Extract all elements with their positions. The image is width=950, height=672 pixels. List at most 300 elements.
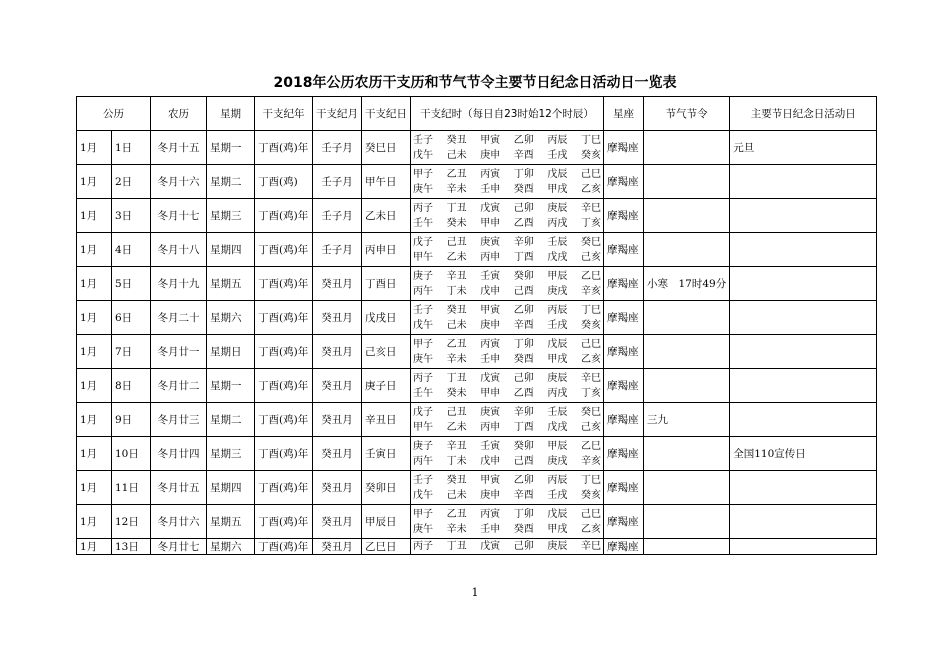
cell-ganzhi-nian: 丁酉(鸡)年 xyxy=(255,301,313,335)
ganzhi-shi-item: 丙子 xyxy=(413,541,433,552)
ganzhi-shi-item: 癸丑 xyxy=(446,474,467,486)
ganzhi-shi-item: 戊辰 xyxy=(547,338,568,350)
ganzhi-shi-item: 丁未 xyxy=(446,455,467,467)
cell-ganzhi-yue: 癸丑月 xyxy=(313,539,362,555)
cell-xingzuo: 摩羯座 xyxy=(604,233,644,267)
ganzhi-shi-item: 甲辰 xyxy=(547,440,568,452)
header-ganzhi-ri: 干支纪日 xyxy=(362,97,411,131)
ganzhi-shi-item: 己巳 xyxy=(580,508,601,520)
ganzhi-shi-line xyxy=(413,167,601,182)
ganzhi-shi-item: 癸未 xyxy=(446,387,467,399)
cell-day: 5日 xyxy=(112,267,151,301)
cell-day: 8日 xyxy=(112,369,151,403)
ganzhi-shi-item: 癸酉 xyxy=(513,183,534,195)
cell-xingzuo: 摩羯座 xyxy=(604,301,644,335)
cell-nongli: 冬月廿二 xyxy=(151,369,207,403)
ganzhi-shi-item: 壬寅 xyxy=(480,270,501,282)
ganzhi-shi-item: 戊辰 xyxy=(547,508,568,520)
ganzhi-shi-item: 癸巳 xyxy=(580,236,601,248)
cell-xingqi: 星期一 xyxy=(207,369,255,403)
cell-ganzhi-yue: 癸丑月 xyxy=(313,505,362,539)
header-xingzuo: 星座 xyxy=(604,97,644,131)
ganzhi-shi-line xyxy=(413,507,601,522)
ganzhi-shi-item: 庚申 xyxy=(480,319,501,331)
cell-ganzhi-nian: 丁酉(鸡)年 xyxy=(255,233,313,267)
cell-jieqi xyxy=(644,539,730,555)
ganzhi-shi-item: 壬子 xyxy=(413,134,433,146)
ganzhi-shi-item: 戊子 xyxy=(413,236,433,248)
cell-month: 1月 xyxy=(77,165,112,199)
cell-ganzhi-yue: 癸丑月 xyxy=(313,335,362,369)
ganzhi-shi-item: 壬戌 xyxy=(547,489,568,501)
ganzhi-shi-item: 辛丑 xyxy=(446,270,467,282)
cell-jieqi xyxy=(644,369,730,403)
cell-jieri xyxy=(730,471,877,505)
ganzhi-shi-item: 己卯 xyxy=(513,372,534,384)
ganzhi-shi-item: 丁亥 xyxy=(580,387,601,399)
ganzhi-shi-item: 丙戌 xyxy=(547,217,568,229)
cell-ganzhi-ri: 癸卯日 xyxy=(362,471,411,505)
ganzhi-shi-item: 乙丑 xyxy=(446,168,467,180)
cell-ganzhi-nian: 丁酉(鸡)年 xyxy=(255,199,313,233)
ganzhi-shi-item: 辛巳 xyxy=(580,202,601,214)
cell-xingqi: 星期五 xyxy=(207,505,255,539)
cell-nongli: 冬月廿一 xyxy=(151,335,207,369)
cell-xingzuo: 摩羯座 xyxy=(604,403,644,437)
ganzhi-shi-line xyxy=(413,386,601,401)
cell-ganzhi-nian: 丁酉(鸡)年 xyxy=(255,505,313,539)
cell-jieri xyxy=(730,403,877,437)
ganzhi-shi-line xyxy=(413,284,601,299)
cell-xingzuo: 摩羯座 xyxy=(604,165,644,199)
ganzhi-shi-item: 甲子 xyxy=(413,338,433,350)
cell-month: 1月 xyxy=(77,539,112,555)
ganzhi-shi-item: 戊戌 xyxy=(547,421,568,433)
cell-ganzhi-shi xyxy=(411,335,604,369)
cell-xingqi: 星期四 xyxy=(207,471,255,505)
cell-jieri xyxy=(730,301,877,335)
ganzhi-shi-item: 甲辰 xyxy=(547,270,568,282)
cell-jieqi xyxy=(644,233,730,267)
table-row xyxy=(77,199,877,233)
ganzhi-shi-item: 辛卯 xyxy=(513,406,534,418)
cell-ganzhi-shi xyxy=(411,471,604,505)
ganzhi-shi-line xyxy=(413,439,601,454)
ganzhi-shi-item: 己亥 xyxy=(580,421,601,433)
ganzhi-shi-item: 癸丑 xyxy=(446,304,467,316)
ganzhi-shi-item: 乙未 xyxy=(446,251,467,263)
ganzhi-shi-item: 丙寅 xyxy=(480,168,501,180)
ganzhi-shi-item: 乙丑 xyxy=(446,338,467,350)
cell-ganzhi-yue: 癸丑月 xyxy=(313,267,362,301)
cell-month: 1月 xyxy=(77,267,112,301)
table-row xyxy=(77,301,877,335)
ganzhi-shi-item: 己未 xyxy=(446,489,467,501)
ganzhi-shi-item: 丁卯 xyxy=(513,508,534,520)
cell-nongli: 冬月十九 xyxy=(151,267,207,301)
ganzhi-shi-item: 己酉 xyxy=(513,455,534,467)
ganzhi-shi-item: 丁卯 xyxy=(513,338,534,350)
cell-month: 1月 xyxy=(77,369,112,403)
cell-ganzhi-shi xyxy=(411,539,604,555)
ganzhi-shi-item: 甲戌 xyxy=(547,353,568,365)
cell-ganzhi-yue: 癸丑月 xyxy=(313,403,362,437)
cell-jieqi xyxy=(644,471,730,505)
ganzhi-shi-line xyxy=(413,269,601,284)
cell-ganzhi-ri: 丁酉日 xyxy=(362,267,411,301)
cell-xingqi: 星期二 xyxy=(207,403,255,437)
ganzhi-shi-item: 辛巳 xyxy=(580,541,601,552)
cell-xingzuo: 摩羯座 xyxy=(604,505,644,539)
cell-month: 1月 xyxy=(77,131,112,165)
cell-ganzhi-shi xyxy=(411,165,604,199)
table-row xyxy=(77,471,877,505)
ganzhi-shi-item: 丁卯 xyxy=(513,168,534,180)
cell-day: 2日 xyxy=(112,165,151,199)
ganzhi-shi-item: 乙酉 xyxy=(513,387,534,399)
cell-ganzhi-nian: 丁酉(鸡)年 xyxy=(255,471,313,505)
cell-ganzhi-ri: 壬寅日 xyxy=(362,437,411,471)
ganzhi-shi-item: 庚戌 xyxy=(547,285,568,297)
table-row xyxy=(77,369,877,403)
ganzhi-shi-item: 乙亥 xyxy=(580,523,601,535)
ganzhi-shi-item: 庚午 xyxy=(413,353,433,365)
cell-xingzuo: 摩羯座 xyxy=(604,131,644,165)
table-row xyxy=(77,335,877,369)
cell-ganzhi-ri: 甲午日 xyxy=(362,165,411,199)
header-nongli: 农历 xyxy=(151,97,207,131)
ganzhi-shi-item: 乙卯 xyxy=(513,474,534,486)
cell-ganzhi-nian: 丁酉(鸡)年 xyxy=(255,437,313,471)
cell-ganzhi-nian: 丁酉(鸡)年 xyxy=(255,267,313,301)
header-jieqi: 节气节令 xyxy=(644,97,730,131)
cell-ganzhi-yue: 壬子月 xyxy=(313,233,362,267)
page-title: 2018年公历农历干支历和节气节令主要节日纪念日活动日一览表 xyxy=(273,75,677,91)
cell-day: 11日 xyxy=(112,471,151,505)
table-row xyxy=(77,267,877,301)
cell-xingqi: 星期三 xyxy=(207,437,255,471)
ganzhi-shi-item: 己卯 xyxy=(513,202,534,214)
ganzhi-shi-item: 甲申 xyxy=(480,217,501,229)
ganzhi-shi-item: 甲寅 xyxy=(480,474,501,486)
cell-ganzhi-yue: 壬子月 xyxy=(313,165,362,199)
ganzhi-shi-item: 庚午 xyxy=(413,523,433,535)
ganzhi-shi-item: 丁丑 xyxy=(446,202,467,214)
ganzhi-shi-item: 壬申 xyxy=(480,183,501,195)
ganzhi-shi-item: 甲寅 xyxy=(480,134,501,146)
header-xingqi: 星期 xyxy=(207,97,255,131)
ganzhi-shi-item: 乙卯 xyxy=(513,304,534,316)
ganzhi-shi-item: 癸丑 xyxy=(446,134,467,146)
ganzhi-shi-item: 乙巳 xyxy=(580,440,601,452)
ganzhi-shi-item: 乙卯 xyxy=(513,134,534,146)
header-gongli: 公历 xyxy=(77,97,151,131)
cell-jieqi xyxy=(644,199,730,233)
cell-month: 1月 xyxy=(77,403,112,437)
ganzhi-shi-item: 丁酉 xyxy=(513,251,534,263)
ganzhi-shi-item: 丙寅 xyxy=(480,508,501,520)
ganzhi-shi-item: 乙未 xyxy=(446,421,467,433)
table-row xyxy=(77,437,877,471)
ganzhi-shi-line xyxy=(413,182,601,197)
ganzhi-shi-item: 己丑 xyxy=(446,406,467,418)
cell-ganzhi-yue: 壬子月 xyxy=(313,199,362,233)
ganzhi-shi-line xyxy=(413,235,601,250)
cell-jieqi: 小寒 17时49分 xyxy=(644,267,730,301)
ganzhi-shi-item: 辛未 xyxy=(446,353,467,365)
ganzhi-shi-item: 己亥 xyxy=(580,251,601,263)
cell-xingqi: 星期二 xyxy=(207,165,255,199)
ganzhi-shi-item: 己巳 xyxy=(580,168,601,180)
ganzhi-shi-item: 丁巳 xyxy=(580,474,601,486)
header-ganzhi-yue: 干支纪月 xyxy=(313,97,362,131)
ganzhi-shi-item: 癸卯 xyxy=(513,270,534,282)
ganzhi-shi-item: 戊辰 xyxy=(547,168,568,180)
cell-ganzhi-ri: 辛丑日 xyxy=(362,403,411,437)
ganzhi-shi-line xyxy=(413,318,601,333)
ganzhi-shi-item: 壬辰 xyxy=(547,406,568,418)
cell-month: 1月 xyxy=(77,233,112,267)
cell-ganzhi-shi xyxy=(411,199,604,233)
ganzhi-shi-line xyxy=(413,352,601,367)
ganzhi-shi-item: 庚申 xyxy=(480,149,501,161)
cell-xingqi: 星期六 xyxy=(207,301,255,335)
cell-jieqi: 三九 xyxy=(644,403,730,437)
cell-ganzhi-nian: 丁酉(鸡)年 xyxy=(255,369,313,403)
cell-jieri: 元旦 xyxy=(730,131,877,165)
ganzhi-shi-item: 壬申 xyxy=(480,353,501,365)
ganzhi-shi-item: 辛卯 xyxy=(513,236,534,248)
ganzhi-shi-item: 壬午 xyxy=(413,217,433,229)
ganzhi-shi-item: 丙寅 xyxy=(480,338,501,350)
ganzhi-shi-line xyxy=(413,405,601,420)
cell-ganzhi-shi xyxy=(411,267,604,301)
header-jieri: 主要节日纪念日活动日 xyxy=(730,97,877,131)
ganzhi-shi-line xyxy=(413,133,601,148)
ganzhi-shi-item: 壬子 xyxy=(413,304,433,316)
ganzhi-shi-item: 丙午 xyxy=(413,285,433,297)
ganzhi-shi-item: 甲午 xyxy=(413,421,433,433)
ganzhi-shi-item: 乙酉 xyxy=(513,217,534,229)
cell-xingqi: 星期一 xyxy=(207,131,255,165)
ganzhi-shi-item: 丁丑 xyxy=(446,541,467,552)
ganzhi-shi-item: 丙子 xyxy=(413,372,433,384)
cell-jieqi xyxy=(644,437,730,471)
cell-ganzhi-shi xyxy=(411,233,604,267)
cell-jieri xyxy=(730,539,877,555)
ganzhi-shi-item: 甲寅 xyxy=(480,304,501,316)
ganzhi-shi-item: 己丑 xyxy=(446,236,467,248)
ganzhi-shi-item: 丙辰 xyxy=(547,304,568,316)
ganzhi-shi-item: 庚午 xyxy=(413,183,433,195)
ganzhi-shi-item: 癸酉 xyxy=(513,523,534,535)
ganzhi-shi-item: 庚子 xyxy=(413,270,433,282)
cell-jieri xyxy=(730,165,877,199)
cell-jieri xyxy=(730,233,877,267)
ganzhi-shi-item: 癸亥 xyxy=(580,489,601,501)
ganzhi-shi-item: 辛亥 xyxy=(580,455,601,467)
ganzhi-shi-item: 甲申 xyxy=(480,387,501,399)
table-row xyxy=(77,233,877,267)
ganzhi-shi-item: 庚寅 xyxy=(480,236,501,248)
ganzhi-shi-item: 辛丑 xyxy=(446,440,467,452)
ganzhi-shi-item: 庚申 xyxy=(480,489,501,501)
ganzhi-shi-line xyxy=(413,488,601,503)
cell-nongli: 冬月廿四 xyxy=(151,437,207,471)
cell-jieri xyxy=(730,505,877,539)
ganzhi-shi-item: 丁巳 xyxy=(580,134,601,146)
cell-nongli: 冬月十七 xyxy=(151,199,207,233)
ganzhi-shi-item: 戊子 xyxy=(413,406,433,418)
cell-jieqi xyxy=(644,505,730,539)
ganzhi-shi-item: 己卯 xyxy=(513,541,534,552)
ganzhi-shi-item: 庚辰 xyxy=(547,541,568,552)
table-row xyxy=(77,505,877,539)
ganzhi-shi-item: 辛巳 xyxy=(580,372,601,384)
ganzhi-shi-item: 戊午 xyxy=(413,489,433,501)
ganzhi-shi-item: 己酉 xyxy=(513,285,534,297)
cell-xingzuo: 摩羯座 xyxy=(604,471,644,505)
cell-month: 1月 xyxy=(77,471,112,505)
cell-month: 1月 xyxy=(77,505,112,539)
ganzhi-shi-item: 癸酉 xyxy=(513,353,534,365)
cell-nongli: 冬月廿六 xyxy=(151,505,207,539)
cell-ganzhi-yue: 癸丑月 xyxy=(313,369,362,403)
cell-jieqi xyxy=(644,131,730,165)
cell-month: 1月 xyxy=(77,437,112,471)
ganzhi-shi-item: 丁亥 xyxy=(580,217,601,229)
ganzhi-shi-item: 戊申 xyxy=(480,285,501,297)
cell-day: 9日 xyxy=(112,403,151,437)
cell-ganzhi-ri: 庚子日 xyxy=(362,369,411,403)
cell-xingzuo: 摩羯座 xyxy=(604,335,644,369)
cell-day: 1日 xyxy=(112,131,151,165)
cell-jieqi xyxy=(644,165,730,199)
ganzhi-shi-item: 壬子 xyxy=(413,474,433,486)
ganzhi-shi-item: 壬寅 xyxy=(480,440,501,452)
cell-month: 1月 xyxy=(77,199,112,233)
cell-ganzhi-shi xyxy=(411,403,604,437)
ganzhi-shi-item: 甲午 xyxy=(413,251,433,263)
ganzhi-shi-item: 己未 xyxy=(446,149,467,161)
ganzhi-shi-item: 丙辰 xyxy=(547,134,568,146)
cell-ganzhi-nian: 丁酉(鸡)年 xyxy=(255,539,313,555)
ganzhi-shi-item: 戊午 xyxy=(413,149,433,161)
cell-ganzhi-ri: 戊戌日 xyxy=(362,301,411,335)
cell-ganzhi-yue: 壬子月 xyxy=(313,131,362,165)
cell-ganzhi-shi xyxy=(411,505,604,539)
cell-jieqi xyxy=(644,335,730,369)
ganzhi-shi-item: 辛未 xyxy=(446,523,467,535)
ganzhi-shi-item: 戊寅 xyxy=(480,541,501,552)
ganzhi-shi-item: 乙巳 xyxy=(580,270,601,282)
ganzhi-shi-item: 壬辰 xyxy=(547,236,568,248)
cell-jieqi xyxy=(644,301,730,335)
ganzhi-shi-item: 乙丑 xyxy=(446,508,467,520)
cell-jieri xyxy=(730,267,877,301)
table-header-row xyxy=(77,97,877,131)
cell-xingzuo: 摩羯座 xyxy=(604,267,644,301)
ganzhi-shi-item: 癸亥 xyxy=(580,149,601,161)
ganzhi-shi-item: 壬申 xyxy=(480,523,501,535)
ganzhi-shi-item: 丁酉 xyxy=(513,421,534,433)
cell-ganzhi-ri: 乙巳日 xyxy=(362,539,411,555)
header-ganzhi-nian: 干支纪年 xyxy=(255,97,313,131)
cell-jieri: 全国110宣传日 xyxy=(730,437,877,471)
cell-nongli: 冬月廿三 xyxy=(151,403,207,437)
ganzhi-shi-item: 癸亥 xyxy=(580,319,601,331)
ganzhi-shi-item: 己未 xyxy=(446,319,467,331)
ganzhi-shi-item: 庚辰 xyxy=(547,372,568,384)
cell-ganzhi-shi xyxy=(411,131,604,165)
ganzhi-shi-item: 戊午 xyxy=(413,319,433,331)
ganzhi-shi-item: 辛酉 xyxy=(513,319,534,331)
cell-ganzhi-nian: 丁酉(鸡)年 xyxy=(255,335,313,369)
cell-xingqi: 星期日 xyxy=(207,335,255,369)
cell-ganzhi-nian: 丁酉(鸡) xyxy=(255,165,313,199)
ganzhi-shi-line xyxy=(413,148,601,163)
cell-ganzhi-nian: 丁酉(鸡)年 xyxy=(255,131,313,165)
ganzhi-shi-item: 甲戌 xyxy=(547,183,568,195)
ganzhi-shi-item: 丁未 xyxy=(446,285,467,297)
ganzhi-shi-item: 庚戌 xyxy=(547,455,568,467)
ganzhi-shi-item: 丙戌 xyxy=(547,387,568,399)
cell-ganzhi-yue: 癸丑月 xyxy=(313,437,362,471)
ganzhi-shi-line xyxy=(413,371,601,386)
ganzhi-shi-line xyxy=(413,522,601,537)
ganzhi-shi-item: 壬戌 xyxy=(547,319,568,331)
cell-month: 1月 xyxy=(77,301,112,335)
ganzhi-shi-line xyxy=(413,473,601,488)
ganzhi-shi-item: 丁巳 xyxy=(580,304,601,316)
cell-ganzhi-shi xyxy=(411,437,604,471)
ganzhi-shi-item: 甲戌 xyxy=(547,523,568,535)
ganzhi-shi-item: 戊寅 xyxy=(480,202,501,214)
ganzhi-shi-line xyxy=(413,420,601,435)
cell-jieri xyxy=(730,199,877,233)
cell-day: 4日 xyxy=(112,233,151,267)
ganzhi-shi-item: 庚辰 xyxy=(547,202,568,214)
cell-nongli: 冬月十五 xyxy=(151,131,207,165)
ganzhi-shi-line xyxy=(413,216,601,231)
ganzhi-shi-line xyxy=(413,337,601,352)
ganzhi-shi-item: 丙申 xyxy=(480,251,501,263)
ganzhi-shi-line xyxy=(413,539,601,554)
cell-xingqi: 星期六 xyxy=(207,539,255,555)
ganzhi-shi-item: 丙辰 xyxy=(547,474,568,486)
ganzhi-shi-item: 癸卯 xyxy=(513,440,534,452)
cell-ganzhi-ri: 甲辰日 xyxy=(362,505,411,539)
cell-ganzhi-shi xyxy=(411,369,604,403)
ganzhi-shi-item: 戊寅 xyxy=(480,372,501,384)
cell-xingzuo: 摩羯座 xyxy=(604,539,644,555)
ganzhi-shi-item: 丁丑 xyxy=(446,372,467,384)
cell-ganzhi-ri: 丙申日 xyxy=(362,233,411,267)
cell-ganzhi-ri: 己亥日 xyxy=(362,335,411,369)
cell-ganzhi-shi xyxy=(411,301,604,335)
cell-ganzhi-ri: 乙未日 xyxy=(362,199,411,233)
ganzhi-shi-item: 乙亥 xyxy=(580,353,601,365)
table-row xyxy=(77,165,877,199)
cell-xingqi: 星期五 xyxy=(207,267,255,301)
cell-day: 6日 xyxy=(112,301,151,335)
table-body xyxy=(77,131,877,555)
ganzhi-shi-item: 癸未 xyxy=(446,217,467,229)
ganzhi-shi-item: 辛酉 xyxy=(513,489,534,501)
cell-nongli: 冬月二十 xyxy=(151,301,207,335)
cell-nongli: 冬月十六 xyxy=(151,165,207,199)
cell-nongli: 冬月十八 xyxy=(151,233,207,267)
